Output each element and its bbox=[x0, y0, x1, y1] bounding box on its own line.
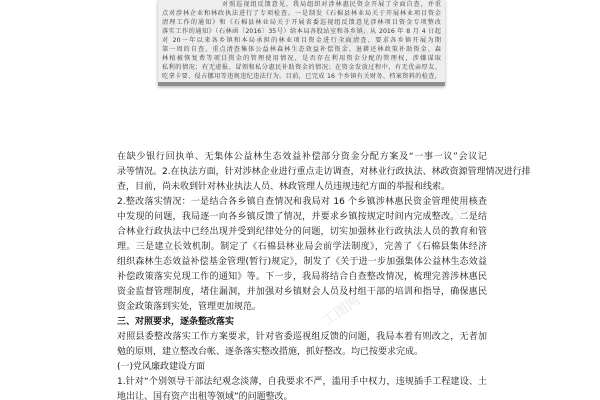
embedded-text-line: 对照巡视组反馈意见，我局组织对涉林惠民资金开展了全面自查，并重 bbox=[222, 1, 441, 8]
body-line-cut: 地出让、国有资产出租等领域”的问题整改。 bbox=[117, 392, 293, 400]
watermark: 工图网 bbox=[319, 292, 364, 330]
embedded-text-line: 落实工作的通知》（石林函〔2016〕35号）给本局各股站室和各乡镇，从 2016 年 8 月 4 日起 bbox=[162, 28, 441, 35]
body-line: 勉的原则，建立整改台帐、逐条落实整改措施，抓好整改。均已按要求完成。 bbox=[117, 347, 424, 357]
embedded-text-line: 清理工作的通知》和《石棉县林业局关于开展省委巡视组反馈意见涉林项目资金专项整改 bbox=[162, 19, 441, 26]
subsection-heading: (一)党风廉政建设方面 bbox=[117, 362, 206, 372]
embedded-text-line: 林植被恢复费等项目资金的管理使用情况，是否存在利用资金分配的管理权，涉嫌谋取 bbox=[162, 55, 441, 62]
embedded-document-image bbox=[158, 0, 445, 86]
watermark: 工图网 bbox=[197, 44, 242, 82]
watermark: 工图网 bbox=[327, 22, 372, 60]
body-line: 录等情况。2.在执法方面，针对涉林企业进行重点走访调查，对林业行政执法、林政资源管理情况进行排 bbox=[117, 167, 531, 177]
body-line: 合林业行政执法中已经出现并受到纪律处分的问题，切实加强林业行政执法人员的教育和管 bbox=[117, 227, 487, 237]
embedded-document-text bbox=[158, 0, 445, 81]
body-line: 对照县委整改落实工作方案要求，针对省委巡视组反馈的问题，我局本着有则改之，无者加 bbox=[117, 332, 487, 342]
section-heading: 三、对照要求，逐条整改落实 bbox=[117, 317, 235, 327]
embedded-text-line: 吃拿卡要、侵占挪用等违规违纪违法行为。目前，已完成 16 个乡镇有关财务、档案资料的检查， bbox=[162, 73, 441, 80]
embedded-text-line: 第一周的自查，重点清查集体公益林森林生态效益补偿资金、退耕还林政策补助资金、森 bbox=[162, 46, 441, 53]
embedded-text-line: 对 20一年以来各乡镇和本局承担的林业项目资金进行全面清查，要求各乡镇开展为期 bbox=[162, 37, 441, 44]
embedded-text-line: 点对涉林企业和林政执法进行了专项检查。一是制发《石棉县林业局关于开展林业项目资金 bbox=[162, 10, 441, 17]
body-line: 在缺少银行回执单、无集体公益林生态效益补偿部分资金分配方案及“一事一议”会议记 bbox=[117, 152, 487, 162]
embedded-text-line: 私利的情况；有无虚报、冒领和私分惠民补助资金的情况；在资金发放过程中，有无优亲厚友、 bbox=[162, 64, 441, 71]
body-line: 1.针对“个别领导干部法纪观念淡薄，自我要求不严，滥用手中权力，违规插手工程建设、土 bbox=[117, 377, 487, 387]
body-line: 2.整改落实情况：一是结合各乡镇自查情况和我局对 16 个乡镇涉林惠民资金管理使用核查 bbox=[117, 197, 487, 207]
body-line: 理。三是建立长效机制。制定了《石棉县林业局会前学法制度》，完善了《石棉县集体经济 bbox=[117, 242, 487, 252]
body-line: 补偿政策落实兑现工作的通知》等。下一步，我局将结合自查整改情况，梳理完善涉林惠民 bbox=[117, 272, 487, 282]
body-line: 组织森林生态效益补偿基金管理(暂行)规定》，制发了《关于进一步加强集体公益林生态效益 bbox=[117, 257, 487, 267]
body-line: 查，目前，尚未收到针对林业执法人员、林政管理人员违规违纪方面的举报和线索。 bbox=[117, 182, 451, 192]
body-line: 资金监督管理制度，堵住漏洞，并加强对乡镇财会人员及村组干部的培训和指导，确保惠民 bbox=[117, 287, 487, 297]
watermark: 工图网 bbox=[439, 192, 484, 230]
body-line: 资金政策落到实处，管理更加规范。 bbox=[117, 302, 262, 312]
watermark: 工图网 bbox=[149, 232, 194, 270]
document-body bbox=[117, 150, 531, 400]
body-line: 中发现的问题，我局逐一向各乡镇反馈了情况，并要求乡镇按规定时间内完成整改。二是结 bbox=[117, 212, 487, 222]
